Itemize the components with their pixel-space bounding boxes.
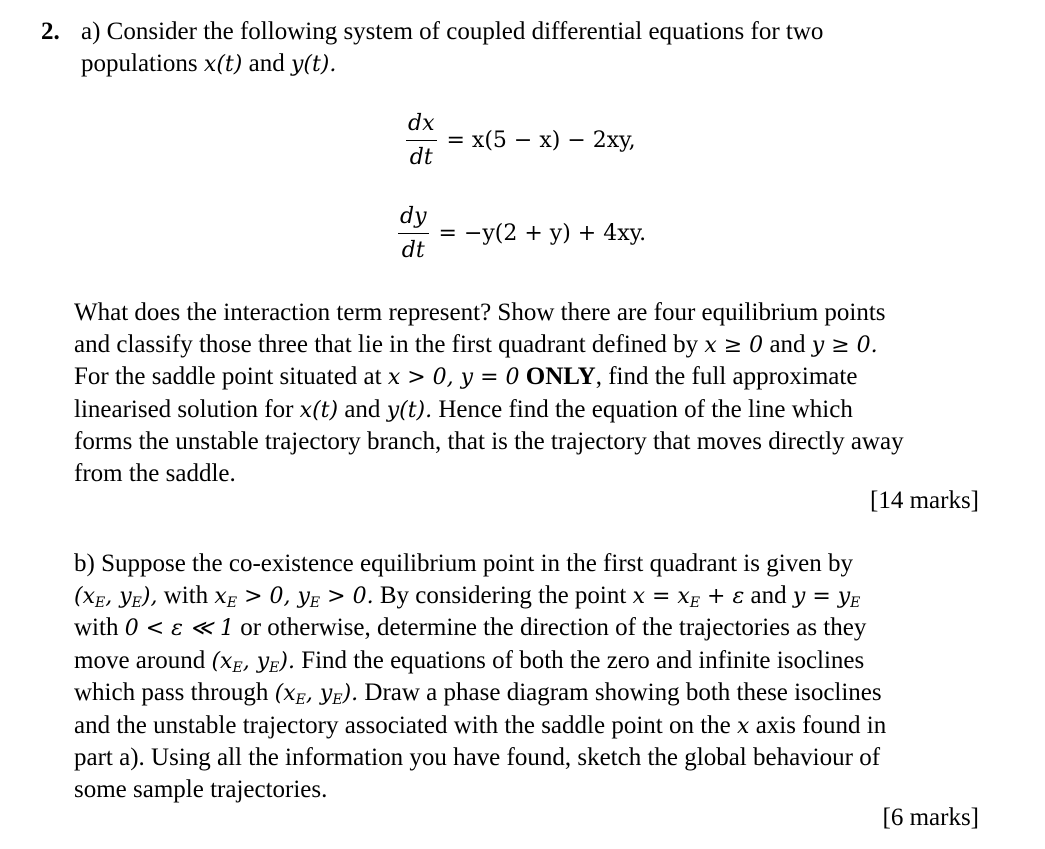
part-b-line-1: b) Suppose the co-existence equilibrium point in the first quadrant is given by <box>74 550 854 577</box>
eq2-numerator: dy <box>400 204 427 229</box>
fraction-bar <box>406 140 437 141</box>
eq1-denominator: dt <box>409 145 433 170</box>
part-b-line-4: move around ($x_E$, $y_E$). Find the equations of both the zero and infinite isoclines <box>74 646 865 676</box>
equation-dx-dt <box>406 110 636 172</box>
fraction-bar <box>398 233 429 234</box>
part-b-line-6: and the unstable trajectory associated with the saddle point on the x axis found in <box>74 711 887 739</box>
part-b-line-8: some sample trajectories. <box>74 775 328 803</box>
part-a-line-5: forms the unstable trajectory branch, that is the trajectory that moves directly away <box>74 428 904 455</box>
math-y-of-t: y(t). <box>290 51 337 77</box>
part-a-intro-line-2: populations x(t) and y(t). <box>81 49 337 77</box>
part-b-line-2: ($x_E$, $y_E$), with $x_E > 0$, $y_E > 0$. By considering the point $x = x_E + \varepsilon$ and $y = y_E$ <box>74 581 861 611</box>
part-a-paragraph <box>74 297 1004 489</box>
part-a-line-3: For the saddle point situated at x > 0, y = 0 ONLY, find the full approximate <box>74 363 858 390</box>
part-a-line-4: linearised solution for x(t) and y(t). Hence find the equation of the line which <box>74 395 853 423</box>
part-a-line-2: and classify those three that lie in the first quadrant defined by x ≥ 0 and y ≥ 0. <box>74 330 878 358</box>
eq2-denominator: dt <box>401 238 425 263</box>
part-b-paragraph <box>74 548 1004 805</box>
question-number: 2. <box>41 18 60 45</box>
part-a-intro-line-1: a) Consider the following system of coupled differential equations for two <box>81 18 824 45</box>
part-b-marks: [6 marks] <box>882 804 979 831</box>
part-a-line-6: from the saddle. <box>74 459 236 487</box>
math-x-of-t: x(t) <box>203 51 243 77</box>
part-b-line-5: which pass through ($x_E$, $y_E$). Draw a phase diagram showing both these isoclines <box>74 679 882 708</box>
fraction-dy-dt <box>398 203 429 265</box>
emphasis-only: ONLY <box>525 363 596 390</box>
eq2-right-hand-side: = −y(2 + y) + 4xy. <box>438 221 647 247</box>
part-a-marks: [14 marks] <box>870 487 979 514</box>
eq1-numerator: dx <box>408 111 435 136</box>
part-b-line-7: part a). Using all the information you have found, sketch the global behaviour of <box>74 744 881 771</box>
part-a-line-1: What does the interaction term represent? Show there are four equilibrium points <box>74 299 886 326</box>
eq1-right-hand-side: = x(5 − x) − 2xy, <box>446 128 636 154</box>
part-b-line-3: with 0 < ε ≪ 1 or otherwise, determine the direction of the trajectories as they <box>74 614 867 641</box>
fraction-dx-dt <box>406 110 437 172</box>
part-a-intro <box>81 16 1021 80</box>
equation-dy-dt <box>398 203 646 265</box>
